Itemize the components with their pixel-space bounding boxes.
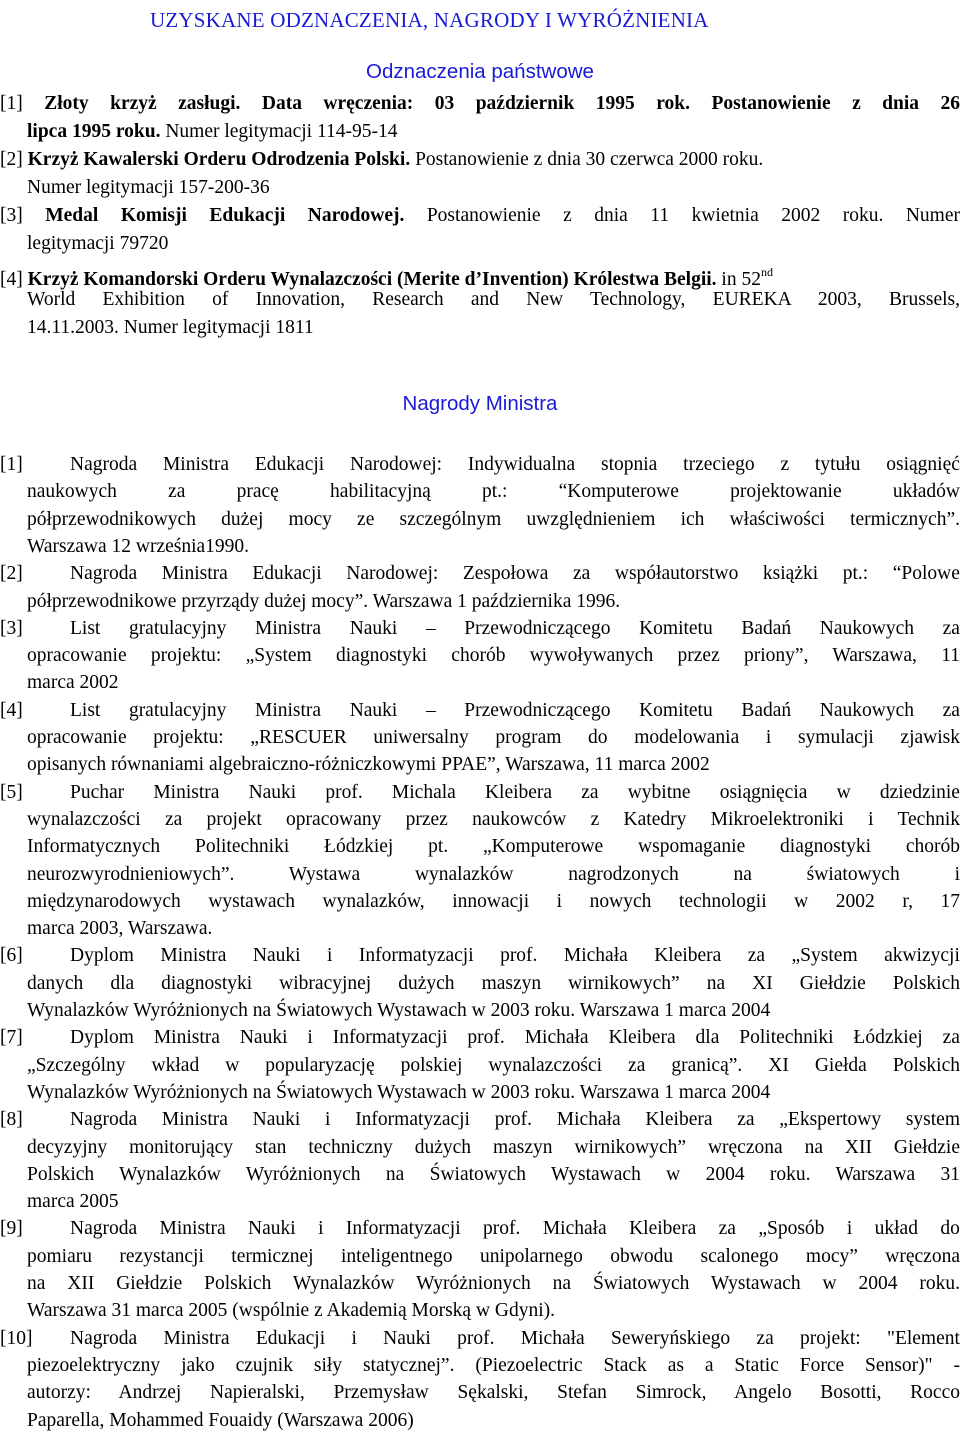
award-text: Nagroda Ministra Edukacji Narodowej: Indywidualna stopnia trzeciego z tytułu osiągnięć: [70, 454, 960, 475]
award-line: marca 2005: [27, 1191, 119, 1212]
award-line: Warszawa 12 września1990.: [27, 536, 250, 557]
award-line: [0, 451, 960, 479]
award-text: Nagroda Ministra Edukacji Narodowej: Zespołowa za współautorstwo książki pt.: “Polowe: [70, 563, 960, 584]
award-text: Dyplom Ministra Nauki i Informatyzacji prof. Michała Kleibera dla Politechniki Łódzkiej za: [70, 1027, 960, 1048]
award-line: Warszawa 31 marca 2005 (wspólnie z Akademią Morską w Gdyni).: [27, 1300, 556, 1321]
section-heading-state-decorations: Odznaczenia państwowe: [366, 60, 594, 83]
award-number: [4]: [0, 700, 23, 721]
award-line: [0, 942, 960, 970]
award-line: Wynalazków Wyróżnionych na Światowych Wystawach w 2003 roku. Warszawa 1 marca 2004: [27, 1082, 771, 1103]
decoration-item-4-cont: World Exhibition of Innovation, Research and New Technology, EUREKA 2003, Brussels,: [27, 289, 960, 310]
award-line: [0, 779, 960, 807]
award-number: [8]: [0, 1109, 23, 1130]
award-line: [0, 1325, 960, 1353]
award-line: półprzewodnikowych dużej mocy ze szczególnym uwzględnieniem ich właściwości termicznych”.: [27, 509, 960, 530]
decoration-item-3-cont: legitymacji 79720: [27, 233, 169, 254]
decoration-item-4: [4] Krzyż Komandorski Orderu Wynalazczości (Merite d’Invention) Królestwa Belgii. in 52nd: [0, 265, 773, 290]
award-line: [0, 560, 960, 588]
award-line: marca 2003, Warszawa.: [27, 918, 213, 939]
award-line: [0, 1024, 960, 1052]
award-line: [0, 697, 960, 725]
award-number: [7]: [0, 1027, 23, 1048]
award-line: półprzewodnikowe przyrządy dużej mocy”. Warszawa 1 października 1996.: [27, 591, 621, 612]
page-title: UZYSKANE ODZNACZENIA, NAGRODY I WYRÓŻNIENIA: [150, 8, 709, 32]
award-line: opisanych równaniami algebraiczno-różniczkowymi PPAE”, Warszawa, 11 marca 2002: [27, 754, 710, 775]
award-line: naukowych za pracę habilitacyjną pt.: “Komputerowe projektowanie układów: [27, 481, 960, 502]
award-line: międzynarodowych wystawach wynalazków, innowacji i nowych technologii w 2002 r, 17: [27, 891, 960, 912]
award-line: na XII Giełdzie Polskich Wynalazków Wyróżnionych na Światowych Wystawach w 2004 roku.: [27, 1273, 960, 1294]
decoration-item-1-cont: lipca 1995 roku. Numer legitymacji 114-95-14: [27, 121, 398, 142]
award-line: [0, 615, 960, 643]
decoration-item-2-cont: Numer legitymacji 157-200-36: [27, 177, 270, 198]
award-text: List gratulacyjny Ministra Nauki – Przewodniczącego Komitetu Badań Naukowych za: [70, 700, 960, 721]
award-line: opracowanie projektu: „System diagnostyki chorób wywoływanych przez priony”, Warszawa, 11: [27, 645, 960, 666]
award-number: [10]: [0, 1328, 33, 1349]
award-line: danych dla diagnostyki wibracyjnej dużych maszyn wirnikowych” na XI Giełdzie Polskich: [27, 973, 960, 994]
award-line: piezoelektryczny jako czujnik siły statycznej”. (Piezoelectric Stack as a Static Force Sensor)" -: [27, 1355, 960, 1376]
award-text: Nagroda Ministra Nauki i Informatyzacji prof. Michała Kleibera za „Ekspertowy system: [70, 1109, 960, 1130]
award-line: Informatycznych Politechniki Łódzkiej pt. „Komputerowe wspomaganie diagnostyki chorób: [27, 836, 960, 857]
award-line: decyzyjny monitorujący stan techniczny dużych maszyn wirnikowych” wręczona na XII Giełdzie: [27, 1137, 960, 1158]
award-line: marca 2002: [27, 672, 119, 693]
award-line: „Szczególny wkład w popularyzację polskiej wynalazczości za granicą”. XI Giełda Polskich: [27, 1055, 960, 1076]
decoration-item-4-cont2: 14.11.2003. Numer legitymacji 1811: [27, 317, 314, 338]
award-number: [1]: [0, 454, 23, 475]
award-number: [5]: [0, 782, 23, 803]
award-line: [0, 1215, 960, 1243]
award-text: Puchar Ministra Nauki prof. Michala Kleibera za wybitne osiągnięcia w dziedzinie: [70, 782, 960, 803]
decoration-item-3: [3] Medal Komisji Edukacji Narodowej. Postanowienie z dnia 11 kwietnia 2002 roku. Numer: [0, 205, 960, 226]
award-line: opracowanie projektu: „RESCUER uniwersalny program do modelowania i symulacji zjawisk: [27, 727, 960, 748]
award-text: Nagroda Ministra Edukacji i Nauki prof. Michała Seweryńskiego za projekt: "Element: [70, 1328, 960, 1349]
award-number: [6]: [0, 945, 23, 966]
award-number: [9]: [0, 1218, 23, 1239]
award-line: Polskich Wynalazków Wyróżnionych na Światowych Wystawach w 2004 roku. Warszawa 31: [27, 1164, 960, 1185]
section-heading-minister-awards: Nagrody Ministra: [402, 392, 558, 415]
award-line: wynalazczości za projekt opracowany przez naukowców z Katedry Mikroelektroniki i Technik: [27, 809, 960, 830]
award-text: Nagroda Ministra Nauki i Informatyzacji prof. Michała Kleibera za „Sposób i układ do: [70, 1218, 960, 1239]
award-number: [3]: [0, 618, 23, 639]
award-line: [0, 1106, 960, 1134]
award-line: neurozwyrodnieniowych”. Wystawa wynalazków nagrodzonych na światowych i: [27, 864, 960, 885]
award-line: Wynalazków Wyróżnionych na Światowych Wystawach w 2003 roku. Warszawa 1 marca 2004: [27, 1000, 771, 1021]
award-number: [2]: [0, 563, 23, 584]
award-line: pomiaru rezystancji termicznej inteligentnego unipolarnego obwodu scalonego mocy” wręczona: [27, 1246, 960, 1267]
decoration-item-1: [1] Złoty krzyż zasługi. Data wręczenia: 03 październik 1995 rok. Postanowienie z dnia 26: [0, 93, 960, 114]
award-line: autorzy: Andrzej Napieralski, Przemysław Sękalski, Stefan Simrock, Angelo Bosotti, Rocco: [27, 1382, 960, 1403]
award-text: List gratulacyjny Ministra Nauki – Przewodniczącego Komitetu Badań Naukowych za: [70, 618, 960, 639]
award-line: Paparella, Mohammed Fouaidy (Warszawa 2006): [27, 1410, 414, 1431]
award-text: Dyplom Ministra Nauki i Informatyzacji prof. Michała Kleibera za „System akwizycji: [70, 945, 960, 966]
decoration-item-2: [2] Krzyż Kawalerski Orderu Odrodzenia Polski. Postanowienie z dnia 30 czerwca 2000 roku.: [0, 149, 764, 170]
